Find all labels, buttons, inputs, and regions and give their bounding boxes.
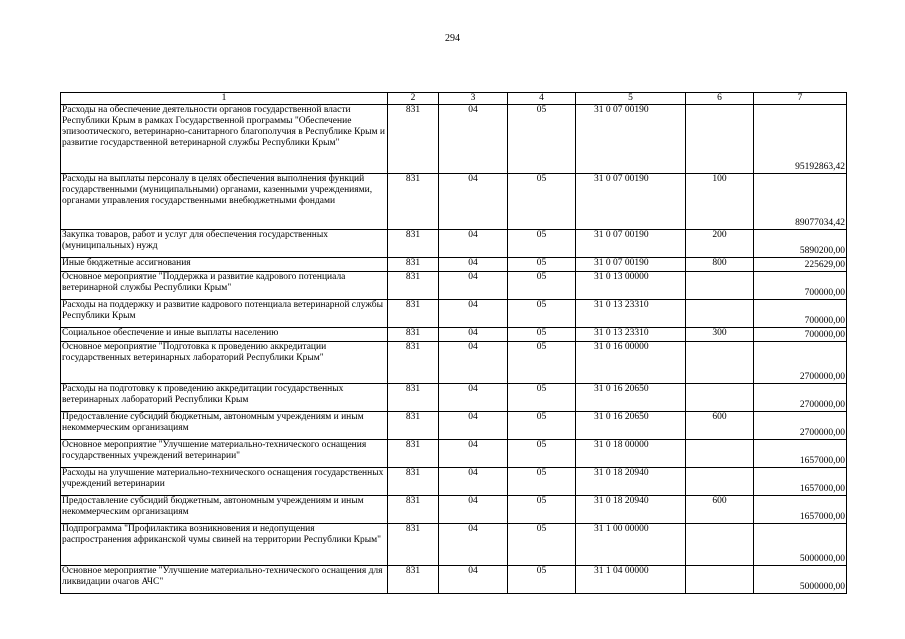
- name-cell: Основное мероприятие "Улучшение материально-технического оснащения государственных учреждений ветеринарии": [61, 440, 388, 468]
- expense-type-cell: 600: [686, 496, 754, 524]
- expense-type-cell: 300: [686, 328, 754, 342]
- section-cell: 04: [439, 258, 508, 272]
- header-cell-1: 1: [61, 93, 388, 105]
- section-cell: 04: [439, 328, 508, 342]
- name-cell: Предоставление субсидий бюджетным, автономным учреждениям и иным некоммерческим организациям: [61, 412, 388, 440]
- expense-type-cell: [686, 440, 754, 468]
- code-cell: 831: [388, 105, 439, 174]
- subsection-cell: 05: [508, 300, 576, 328]
- code-cell: 831: [388, 272, 439, 300]
- code-cell: 831: [388, 524, 439, 566]
- target-article-cell: 31 1 00 00000: [576, 524, 686, 566]
- target-article-cell: 31 0 18 20940: [576, 496, 686, 524]
- table-row: [61, 300, 847, 328]
- name-cell: Расходы на обеспечение деятельности органов государственной власти Республики Крым в рамках Государственной программы "Обеспечение эпизоотического, ветеринарно-санитарного благополучия в Республике Крым и развитие государственной ветеринарной службы Республики Крым": [61, 105, 388, 174]
- subsection-cell: 05: [508, 230, 576, 258]
- expense-type-cell: 100: [686, 174, 754, 230]
- subsection-cell: 05: [508, 566, 576, 594]
- header-cell-5: 5: [576, 93, 686, 105]
- code-cell: 831: [388, 342, 439, 384]
- code-cell: 831: [388, 496, 439, 524]
- target-article-cell: 31 0 16 20650: [576, 412, 686, 440]
- expense-type-cell: [686, 384, 754, 412]
- header-cell-6: 6: [686, 93, 754, 105]
- name-cell: Расходы на подготовку к проведению аккредитации государственных ветеринарных лабораторий Республики Крым: [61, 384, 388, 412]
- amount-cell: 1657000,00: [754, 440, 847, 468]
- section-cell: 04: [439, 566, 508, 594]
- target-article-cell: 31 0 07 00190: [576, 105, 686, 174]
- target-article-cell: 31 0 16 20650: [576, 384, 686, 412]
- table-row: [61, 105, 847, 174]
- amount-cell: 2700000,00: [754, 384, 847, 412]
- expense-type-cell: 200: [686, 230, 754, 258]
- table-row: [61, 272, 847, 300]
- amount-cell: 700000,00: [754, 272, 847, 300]
- code-cell: 831: [388, 258, 439, 272]
- expense-type-cell: [686, 105, 754, 174]
- name-cell: Расходы на поддержку и развитие кадрового потенциала ветеринарной службы Республики Крым: [61, 300, 388, 328]
- name-cell: Подпрограмма "Профилактика возникновения и недопущения распространения африканской чумы свиней на территории Республики Крым": [61, 524, 388, 566]
- section-cell: 04: [439, 272, 508, 300]
- section-cell: 04: [439, 230, 508, 258]
- amount-cell: 95192863,42: [754, 105, 847, 174]
- code-cell: 831: [388, 566, 439, 594]
- amount-cell: 5000000,00: [754, 524, 847, 566]
- target-article-cell: 31 0 13 00000: [576, 272, 686, 300]
- section-cell: 04: [439, 468, 508, 496]
- amount-cell: 2700000,00: [754, 342, 847, 384]
- table-row: [61, 258, 847, 272]
- target-article-cell: 31 1 04 00000: [576, 566, 686, 594]
- code-cell: 831: [388, 174, 439, 230]
- table-row: [61, 566, 847, 594]
- section-cell: 04: [439, 342, 508, 384]
- table-row: [61, 230, 847, 258]
- amount-cell: 700000,00: [754, 300, 847, 328]
- table-row: [61, 412, 847, 440]
- section-cell: 04: [439, 300, 508, 328]
- amount-cell: 5000000,00: [754, 566, 847, 594]
- name-cell: Иные бюджетные ассигнования: [61, 258, 388, 272]
- subsection-cell: 05: [508, 412, 576, 440]
- header-cell-4: 4: [508, 93, 576, 105]
- subsection-cell: 05: [508, 496, 576, 524]
- code-cell: 831: [388, 384, 439, 412]
- section-cell: 04: [439, 440, 508, 468]
- table-header-row: [61, 93, 847, 105]
- expense-type-cell: [686, 342, 754, 384]
- table-row: [61, 524, 847, 566]
- expense-type-cell: 600: [686, 412, 754, 440]
- amount-cell: 700000,00: [754, 328, 847, 342]
- table-row: [61, 342, 847, 384]
- target-article-cell: 31 0 13 23310: [576, 300, 686, 328]
- amount-cell: 2700000,00: [754, 412, 847, 440]
- name-cell: Социальное обеспечение и иные выплаты населению: [61, 328, 388, 342]
- subsection-cell: 05: [508, 384, 576, 412]
- subsection-cell: 05: [508, 328, 576, 342]
- amount-cell: 1657000,00: [754, 496, 847, 524]
- table-row: [61, 328, 847, 342]
- expense-type-cell: 800: [686, 258, 754, 272]
- target-article-cell: 31 0 07 00190: [576, 230, 686, 258]
- subsection-cell: 05: [508, 342, 576, 384]
- amount-cell: 1657000,00: [754, 468, 847, 496]
- subsection-cell: 05: [508, 105, 576, 174]
- code-cell: 831: [388, 328, 439, 342]
- expense-type-cell: [686, 272, 754, 300]
- target-article-cell: 31 0 18 20940: [576, 468, 686, 496]
- subsection-cell: 05: [508, 174, 576, 230]
- table-row: [61, 174, 847, 230]
- target-article-cell: 31 0 18 00000: [576, 440, 686, 468]
- code-cell: 831: [388, 440, 439, 468]
- name-cell: Предоставление субсидий бюджетным, автономным учреждениям и иным некоммерческим организациям: [61, 496, 388, 524]
- table-row: [61, 440, 847, 468]
- subsection-cell: 05: [508, 524, 576, 566]
- code-cell: 831: [388, 468, 439, 496]
- section-cell: 04: [439, 105, 508, 174]
- section-cell: 04: [439, 524, 508, 566]
- code-cell: 831: [388, 300, 439, 328]
- section-cell: 04: [439, 384, 508, 412]
- amount-cell: 225629,00: [754, 258, 847, 272]
- name-cell: Расходы на улучшение материально-технического оснащения государственных учреждений ветеринарии: [61, 468, 388, 496]
- target-article-cell: 31 0 07 00190: [576, 174, 686, 230]
- expense-type-cell: [686, 524, 754, 566]
- target-article-cell: 31 0 16 00000: [576, 342, 686, 384]
- subsection-cell: 05: [508, 468, 576, 496]
- section-cell: 04: [439, 412, 508, 440]
- name-cell: Основное мероприятие "Поддержка и развитие кадрового потенциала ветеринарной службы Республики Крым": [61, 272, 388, 300]
- header-cell-2: 2: [388, 93, 439, 105]
- section-cell: 04: [439, 496, 508, 524]
- section-cell: 04: [439, 174, 508, 230]
- subsection-cell: 05: [508, 272, 576, 300]
- code-cell: 831: [388, 412, 439, 440]
- amount-cell: 89077034,42: [754, 174, 847, 230]
- target-article-cell: 31 0 07 00190: [576, 258, 686, 272]
- expense-type-cell: [686, 468, 754, 496]
- subsection-cell: 05: [508, 440, 576, 468]
- code-cell: 831: [388, 230, 439, 258]
- amount-cell: 5890200,00: [754, 230, 847, 258]
- name-cell: Основное мероприятие "Подготовка к проведению аккредитации государственных ветеринарных лабораторий Республики Крым": [61, 342, 388, 384]
- table-row: [61, 468, 847, 496]
- name-cell: Основное мероприятие "Улучшение материально-технического оснащения для ликвидации очагов АЧС": [61, 566, 388, 594]
- budget-table: [60, 92, 847, 594]
- table-row: [61, 384, 847, 412]
- header-cell-7: 7: [754, 93, 847, 105]
- name-cell: Расходы на выплаты персоналу в целях обеспечения выполнения функций государственными (муниципальными) органами, казенными учреждениями, органами управления государственными внебюджетными фондами: [61, 174, 388, 230]
- header-cell-3: 3: [439, 93, 508, 105]
- expense-type-cell: [686, 566, 754, 594]
- name-cell: Закупка товаров, работ и услуг для обеспечения государственных (муниципальных) нужд: [61, 230, 388, 258]
- table-row: [61, 496, 847, 524]
- page-number: 294: [445, 33, 460, 44]
- subsection-cell: 05: [508, 258, 576, 272]
- target-article-cell: 31 0 13 23310: [576, 328, 686, 342]
- expense-type-cell: [686, 300, 754, 328]
